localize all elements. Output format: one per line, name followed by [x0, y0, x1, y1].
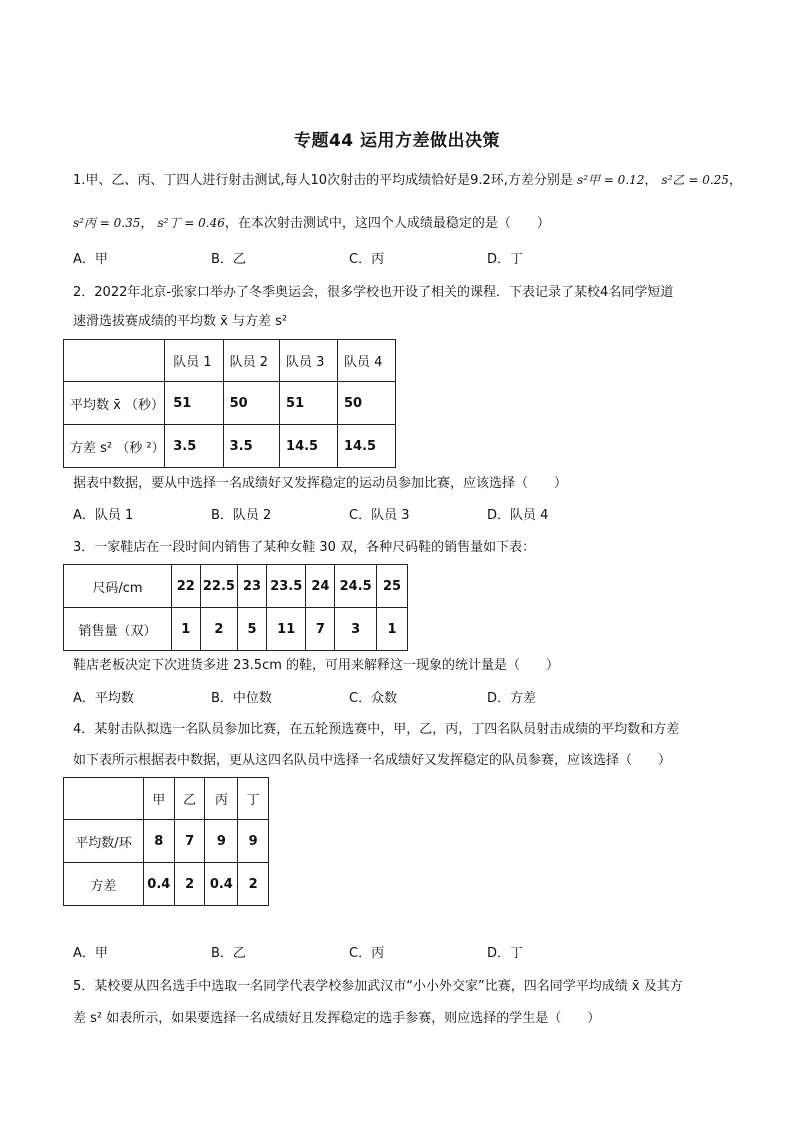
table-row-label: 方差 s² （秒 ²） — [64, 425, 165, 468]
q2-option-a: A．队员 1 — [73, 508, 134, 523]
q3-option-d: D．方差 — [487, 691, 537, 706]
table-row — [64, 425, 396, 468]
table-cell: 14.5 — [280, 425, 338, 468]
table-row — [64, 820, 269, 863]
q2-line2: 速滑选拔赛成绩的平均数 x̄ 与方差 s² — [73, 314, 288, 329]
q1-line2: s²丙 = 0.35， s²丁 = 0.46，在本次射击测试中，这四个人成绩最稳定的是（ ） — [73, 216, 550, 231]
table-row-label: 平均数/环 — [64, 820, 144, 863]
q4-line1: 4．某射击队拟选一名队员参加比赛，在五轮预选赛中，甲，乙，丙，丁四名队员射击成绩的平均数和方差 — [73, 722, 680, 737]
q5-line1: 5．某校要从四名选手中选取一名同学代表学校参加武汉市“小小外交家”比赛，四名同学平均成绩 x̄ 及其方 — [73, 979, 683, 994]
table-cell: 3.5 — [223, 425, 279, 468]
table-row — [64, 565, 408, 608]
q2-line1: 2．2022年北京-张家口举办了冬季奥运会，很多学校也开设了相关的课程．下表记录了某校4名同学短道 — [73, 285, 674, 300]
q1-option-a: A．甲 — [73, 252, 108, 267]
q3-line1: 3．一家鞋店在一段时间内销售了某种女鞋 30 双，各种尺码鞋的销售量如下表： — [73, 540, 536, 555]
q2-question: 据表中数据，要从中选择一名成绩好又发挥稳定的运动员参加比赛，应该选择（ ） — [73, 476, 568, 491]
table-cell: 7 — [174, 820, 205, 863]
q1-option-b: B．乙 — [211, 252, 246, 267]
q4-line2: 如下表所示根据表中数据，更从这四名队员中选择一名成绩好又发挥稳定的队员参赛，应该选择（ ） — [73, 753, 672, 768]
table-row-label: 方差 — [64, 863, 144, 906]
q2-option-d: D．队员 4 — [487, 508, 549, 523]
table-cell: 50 — [338, 382, 396, 425]
table-cell: 24 — [306, 565, 335, 608]
table-cell: 14.5 — [338, 425, 396, 468]
table-row-label: 平均数 x̄ （秒） — [64, 382, 165, 425]
table-cell: 0.4 — [143, 863, 174, 906]
table-header: 队员 4 — [338, 340, 396, 382]
table-cell: 24.5 — [335, 565, 377, 608]
q1-options — [73, 251, 733, 269]
table-cell: 25 — [376, 565, 407, 608]
table-cell: 22.5 — [200, 565, 237, 608]
table-cell: 7 — [306, 608, 335, 651]
table-row — [64, 608, 408, 651]
table-cell: 23.5 — [266, 565, 306, 608]
table-header: 队员 1 — [165, 340, 223, 382]
q2-option-b: B．队员 2 — [211, 508, 272, 523]
q1-var-bing: s²丙 = 0.35 — [73, 216, 141, 230]
q3-option-b: B．中位数 — [211, 691, 272, 706]
q4-option-b: B．乙 — [211, 946, 246, 961]
q4-option-c: C．丙 — [349, 946, 385, 961]
table-row-label: 销售量（双） — [64, 608, 172, 651]
q3-table — [63, 564, 408, 651]
table-row — [64, 778, 269, 820]
q1-var-ding: s²丁 = 0.46 — [157, 216, 225, 230]
q1-option-c: C．丙 — [349, 252, 385, 267]
q2-table — [63, 339, 396, 468]
table-cell — [64, 778, 144, 820]
page-title: 专题44 运用方差做出决策 — [293, 131, 501, 151]
q1-var-yi: s²乙 = 0.25 — [661, 173, 729, 187]
table-header: 丙 — [205, 778, 238, 820]
table-cell: 3.5 — [165, 425, 223, 468]
table-cell: 22 — [171, 565, 200, 608]
table-cell: 1 — [376, 608, 407, 651]
table-cell: 2 — [174, 863, 205, 906]
q5-line2: 差 s² 如表所示，如果要选择一名成绩好且发挥稳定的选手参赛，则应选择的学生是（ ） — [73, 1011, 601, 1026]
table-cell: 2 — [238, 863, 269, 906]
table-header: 队员 2 — [223, 340, 279, 382]
table-row-label: 尺码/cm — [64, 565, 172, 608]
table-cell — [64, 340, 165, 382]
table-cell: 2 — [200, 608, 237, 651]
table-cell: 9 — [205, 820, 238, 863]
table-cell: 5 — [238, 608, 267, 651]
table-row — [64, 340, 396, 382]
table-cell: 51 — [280, 382, 338, 425]
table-header: 队员 3 — [280, 340, 338, 382]
q4-option-a: A．甲 — [73, 946, 108, 961]
table-cell: 0.4 — [205, 863, 238, 906]
q2-option-c: C．队员 3 — [349, 508, 410, 523]
q4-options — [73, 945, 733, 963]
table-cell: 3 — [335, 608, 377, 651]
q1-var-jia: s²甲 = 0.12 — [577, 173, 645, 187]
table-cell: 50 — [223, 382, 279, 425]
q2-options — [73, 507, 733, 525]
table-cell: 51 — [165, 382, 223, 425]
q4-table — [63, 777, 269, 906]
q1-question: ，在本次射击测试中，这四个人成绩最稳定的是（ ） — [224, 216, 550, 231]
q3-question: 鞋店老板决定下次进货多进 23.5cm 的鞋，可用来解释这一现象的统计量是（ ） — [73, 658, 560, 673]
table-row — [64, 382, 396, 425]
table-cell: 1 — [171, 608, 200, 651]
table-cell: 11 — [266, 608, 306, 651]
q1-text: 1.甲、乙、丙、丁四人进行射击测试,每人10次射击的平均成绩恰好是9.2环,方差分别是 — [73, 173, 573, 188]
table-header: 甲 — [143, 778, 174, 820]
table-cell: 9 — [238, 820, 269, 863]
table-cell: 23 — [238, 565, 267, 608]
q3-option-a: A．平均数 — [73, 691, 134, 706]
table-header: 乙 — [174, 778, 205, 820]
q1-option-d: D．丁 — [487, 252, 524, 267]
table-header: 丁 — [238, 778, 269, 820]
q3-options — [73, 690, 733, 708]
table-cell: 8 — [143, 820, 174, 863]
table-row — [64, 863, 269, 906]
q1-line1: 1.甲、乙、丙、丁四人进行射击测试,每人10次射击的平均成绩恰好是9.2环,方差分别是 s²甲 = 0.12， s²乙 = 0.25， — [73, 173, 742, 188]
q3-option-c: C．众数 — [349, 691, 398, 706]
q4-option-d: D．丁 — [487, 946, 524, 961]
